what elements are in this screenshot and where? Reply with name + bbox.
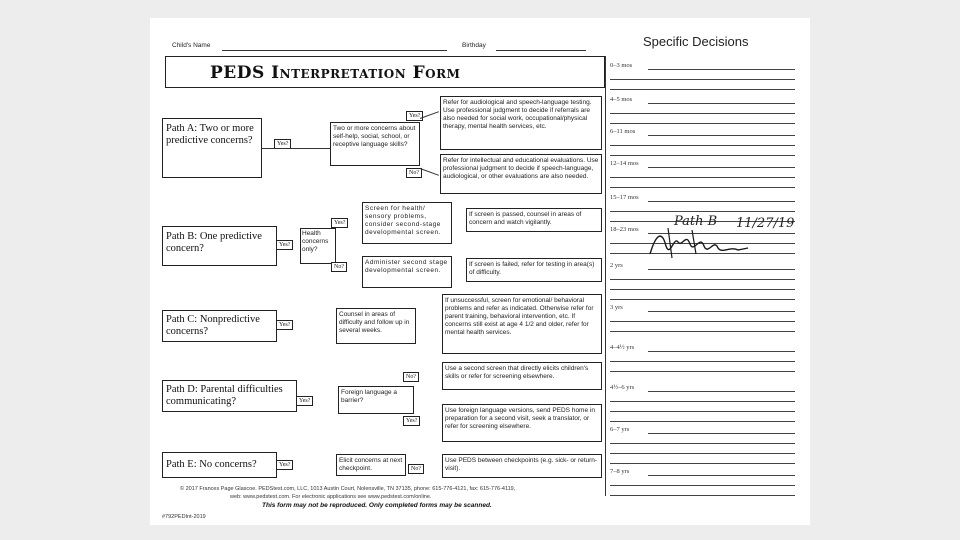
- path-c-yes: Yes?: [276, 320, 293, 330]
- writing-line[interactable]: [648, 135, 795, 136]
- handwritten-path: Path B: [674, 214, 718, 229]
- path-d-second-screen: Use a second screen that directly elicits children's skills or refer for screening elsewhere.: [442, 362, 602, 390]
- writing-line[interactable]: [610, 421, 795, 422]
- childs-name-line: [222, 50, 447, 51]
- writing-line[interactable]: [610, 279, 795, 280]
- writing-line[interactable]: [610, 211, 795, 212]
- connector: [420, 168, 439, 176]
- writing-line[interactable]: [648, 391, 795, 392]
- path-d-yes: Yes?: [296, 396, 313, 406]
- column-divider: [605, 56, 606, 496]
- childs-name-label: Child's Name: [172, 42, 211, 49]
- writing-line[interactable]: [610, 401, 795, 402]
- age-label: 2 yrs: [610, 262, 623, 269]
- age-label: 4–5 mos: [610, 96, 633, 103]
- path-b-yes2: Yes?: [331, 218, 348, 228]
- writing-line[interactable]: [610, 485, 795, 486]
- path-a-concern-box: Two or more concerns about self-help, social, school, or receptive language skills?: [330, 122, 420, 166]
- writing-line[interactable]: [610, 89, 795, 90]
- age-label: 12–14 mos: [610, 160, 639, 167]
- age-label: 6–7 yrs: [610, 426, 630, 433]
- writing-line[interactable]: [610, 331, 795, 332]
- writing-line[interactable]: [610, 453, 795, 454]
- path-b-no2: No?: [331, 262, 347, 272]
- writing-line[interactable]: [648, 69, 795, 70]
- handwritten-date: 11/27/19: [736, 216, 795, 231]
- writing-line[interactable]: [610, 187, 795, 188]
- peds-form-sheet: [150, 18, 810, 525]
- writing-line[interactable]: [610, 361, 795, 362]
- writing-line[interactable]: [610, 155, 795, 156]
- path-e-no2: No?: [408, 464, 424, 474]
- path-a-box: [162, 118, 262, 178]
- age-label: 6–11 mos: [610, 128, 636, 135]
- writing-line[interactable]: [610, 79, 795, 80]
- path-e-use-peds: Use PEDS between checkpoints (e.g. sick- or return-visit).: [442, 454, 602, 478]
- path-a-label: Path A: Two or more predictive concerns?: [166, 123, 254, 146]
- writing-line[interactable]: [610, 123, 795, 124]
- specific-decisions-heading: Specific Decisions: [643, 34, 749, 49]
- age-label: 15–17 mos: [610, 194, 639, 201]
- path-c-counsel-box: Counsel in areas of difficulty and follow up in several weeks.: [336, 308, 416, 344]
- footer-notice: This form may not be reproduced. Only completed forms may be scanned.: [262, 502, 492, 509]
- writing-line[interactable]: [610, 289, 795, 290]
- writing-line[interactable]: [648, 269, 795, 270]
- path-e-box: [162, 452, 277, 478]
- age-label: 7–8 yrs: [610, 468, 630, 475]
- path-b-box: [162, 226, 277, 266]
- writing-line[interactable]: [648, 475, 795, 476]
- path-a-yes2: Yes?: [406, 111, 423, 121]
- birthday-line: [496, 50, 586, 51]
- title-box: [165, 56, 605, 88]
- path-d-yes2: Yes?: [403, 416, 420, 426]
- writing-line[interactable]: [648, 351, 795, 352]
- birthday-label: Birthday: [462, 42, 486, 49]
- writing-line[interactable]: [610, 411, 795, 412]
- path-b-yes: Yes?: [276, 240, 293, 250]
- age-label: 3 yrs: [610, 304, 623, 311]
- path-e-elicit-box: Elicit concerns at next checkpoint.: [336, 454, 406, 476]
- path-b-passed: If screen is passed, counsel in areas of concern and watch vigilantly.: [466, 208, 602, 232]
- path-c-box: [162, 310, 277, 342]
- writing-line[interactable]: [610, 113, 795, 114]
- path-d-no2: No?: [403, 372, 419, 382]
- writing-line[interactable]: [648, 201, 795, 202]
- age-label: 18–23 mos: [610, 226, 639, 233]
- writing-line[interactable]: [610, 443, 795, 444]
- path-d-foreign-versions: Use foreign language versions, send PEDS home in preparation for a second visit, seek a translator, or refer for screening elsewhere.: [442, 404, 602, 442]
- signature-mark: [648, 224, 758, 264]
- age-label: 4½–6 yrs: [610, 384, 635, 391]
- writing-line[interactable]: [610, 299, 795, 300]
- path-a-yes: Yes?: [274, 139, 291, 149]
- footer-web: web: www.pedstest.com. For electronic applications see www.pedstest.com/online.: [230, 494, 432, 500]
- path-e-label: Path E: No concerns?: [166, 459, 257, 470]
- path-d-foreign-box: Foreign language a barrier?: [338, 386, 414, 414]
- path-a-refer-intellectual: Refer for intellectual and educational evaluations. Use professional judgment to decide if speech-language, audiological, or other evaluations are also needed.: [440, 154, 602, 194]
- writing-line[interactable]: [648, 167, 795, 168]
- path-b-health-box: Health concerns only?: [300, 228, 336, 264]
- footer-code: #792PEDInt-2019: [162, 514, 206, 520]
- path-d-box: [162, 380, 297, 412]
- path-b-label: Path B: One predictive concern?: [166, 231, 262, 254]
- form-title: PEDS Interpretation Form: [210, 63, 461, 83]
- path-a-refer-audio: Refer for audiological and speech-language testing. Use professional judgment to decide if referrals are also needed for social work, occupational/physical therapy, mental health services, etc.: [440, 96, 602, 150]
- path-d-label: Path D: Parental difficulties communicating?: [166, 384, 283, 407]
- writing-line[interactable]: [610, 145, 795, 146]
- writing-line[interactable]: [648, 103, 795, 104]
- footer-copyright: © 2017 Frances Page Glascoe. PEDStest.com, LLC, 1013 Austin Court, Nolensville, TN 37135, phone: 615-776-4121, fax: 615-776-4119,: [180, 486, 516, 492]
- writing-line[interactable]: [610, 463, 795, 464]
- path-b-failed: If screen is failed, refer for testing in area(s) of difficulty.: [466, 258, 602, 282]
- path-e-yes: Yes?: [276, 460, 293, 470]
- age-label: 4–4½ yrs: [610, 344, 635, 351]
- path-a-no2: No?: [406, 168, 422, 178]
- path-c-label: Path C: Nonpredictive concerns?: [166, 314, 260, 337]
- path-c-unsuccessful: If unsuccessful, screen for emotional/ behavioral problems and refer as indicated. Otherwise refer for parent training, behavioral intervention, etc. If concerns still exist at age 4 1/2 and older, refer for mental health services.: [442, 294, 602, 354]
- writing-line[interactable]: [610, 177, 795, 178]
- writing-line[interactable]: [610, 321, 795, 322]
- path-b-screen-box: Screen for health/ sensory problems, consider second-stage developmental screen.: [362, 202, 452, 244]
- writing-line[interactable]: [648, 433, 795, 434]
- age-label: 0–3 mos: [610, 62, 633, 69]
- writing-line[interactable]: [648, 311, 795, 312]
- writing-line[interactable]: [610, 371, 795, 372]
- connector: [262, 148, 330, 149]
- path-b-administer-box: Administer second stage developmental screen.: [362, 256, 452, 288]
- writing-line[interactable]: [610, 495, 795, 496]
